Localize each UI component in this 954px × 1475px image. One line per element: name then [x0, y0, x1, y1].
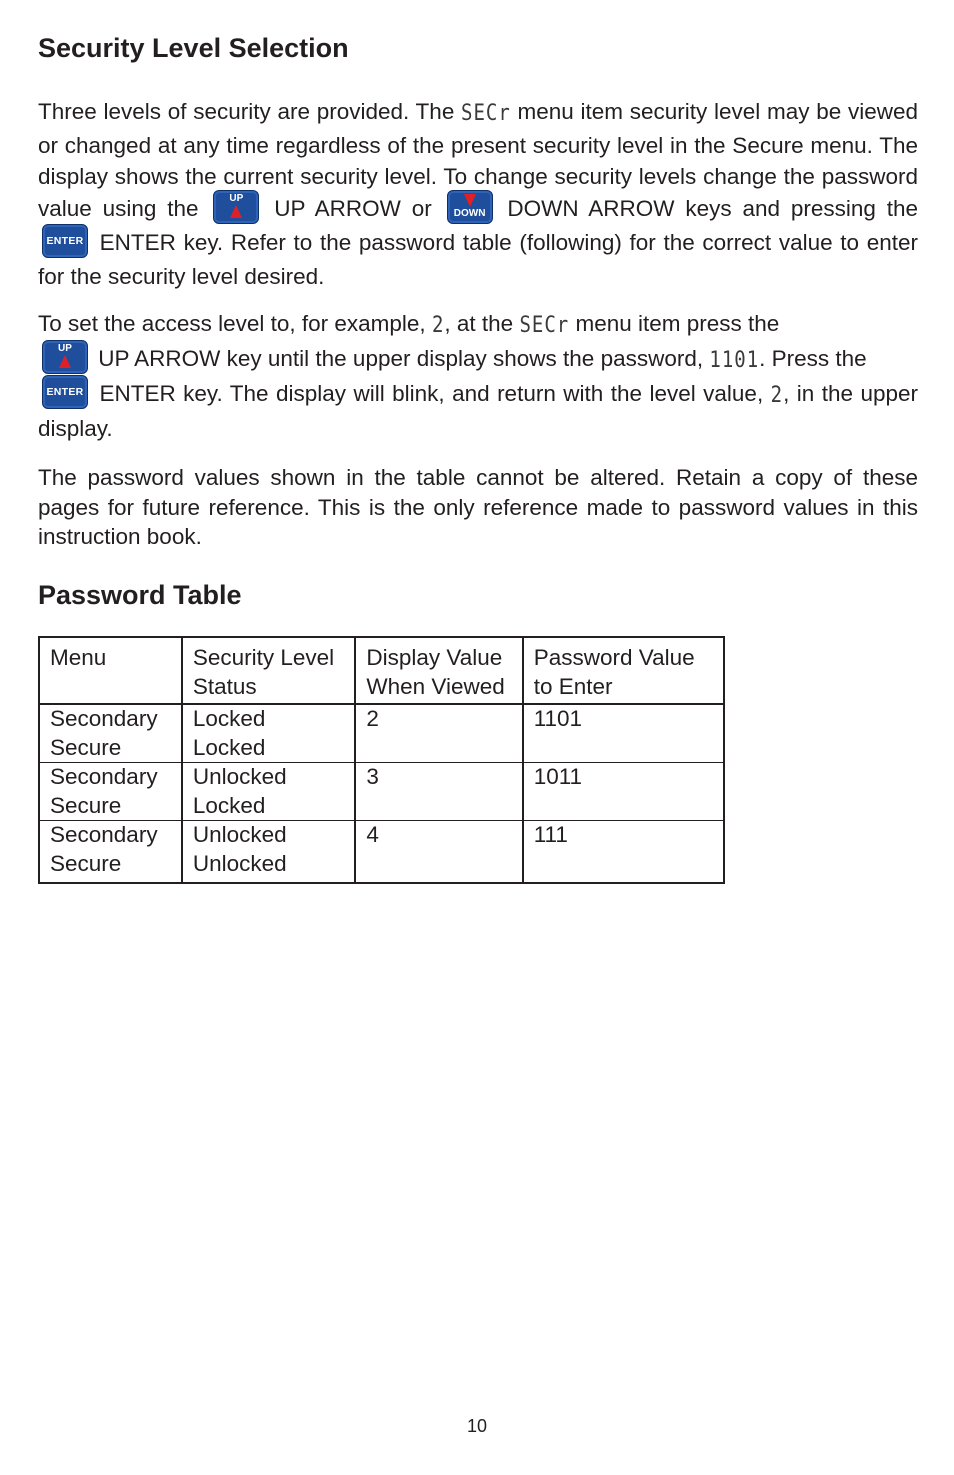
up-arrow-key-icon: [213, 190, 259, 224]
header-line: Display Value: [366, 645, 503, 670]
page-number: 10: [466, 1416, 488, 1436]
up-arrow-key-icon: [42, 340, 88, 374]
cell-password-value: 111: [523, 821, 724, 884]
header-cell-display: [355, 637, 522, 704]
down-arrow-key-icon: [447, 190, 493, 224]
display-code-secr: SECr: [519, 312, 570, 338]
cell-menu: [39, 821, 182, 884]
header-cell-password: [523, 637, 724, 704]
cell-status: [182, 821, 355, 884]
cell-menu: [39, 763, 182, 821]
cell-line: Secure: [50, 792, 122, 818]
cell-display-value: 3: [355, 763, 522, 821]
table-row: [39, 763, 724, 821]
header-line: Security Level: [192, 645, 335, 670]
cell-display-value: 2: [355, 704, 522, 763]
text-span: UP ARROW or: [263, 195, 443, 221]
text-span: To set the access level to, for example,: [38, 311, 432, 336]
header-cell-status: [182, 637, 355, 704]
header-line: Status: [192, 673, 257, 699]
cell-password-value: 1101: [523, 704, 724, 763]
table-row: [39, 821, 724, 884]
key-label: UP: [58, 343, 72, 355]
display-code-password: 1101: [709, 347, 760, 373]
display-code-level: 2: [770, 382, 784, 408]
header-cell-menu: [39, 637, 182, 704]
table-header-row: [39, 637, 724, 704]
cell-status: [182, 763, 355, 821]
cell-line: Unlocked: [192, 822, 287, 847]
key-label: UP: [229, 192, 244, 204]
text-span: menu item security level may be viewed or changed at any time regardless of the present security level in the Secure menu. The display shows the current security level. To change security levels change the password value using the: [38, 99, 918, 221]
paragraph-set-access-level: [38, 307, 918, 445]
text-span: Three levels of security are provided. The: [38, 99, 462, 124]
cell-line: Locked: [192, 706, 266, 731]
text-span: ENTER key. Refer to the password table (following) for the correct value to enter for the security level desired.: [38, 229, 918, 289]
text-span: ENTER key. The display will blink, and return with the level value,: [92, 381, 771, 407]
text-span: UP ARROW key until the upper display shows the password,: [92, 346, 710, 371]
text-span: , at the: [444, 311, 520, 336]
cell-line: Secondary: [50, 706, 158, 731]
cell-line: Unlocked: [192, 764, 287, 789]
display-code-secr: SECr: [461, 100, 511, 126]
header-line: Password Value: [533, 645, 695, 670]
enter-key-icon: [42, 224, 88, 258]
key-label: ENTER: [46, 234, 84, 247]
header-line: When Viewed: [366, 673, 505, 699]
cell-line: Secure: [50, 734, 122, 760]
display-code-level: 2: [431, 312, 445, 338]
section-title-security-level: Security Level Selection: [38, 33, 349, 63]
section-title-password-table: Password Table: [38, 580, 242, 610]
key-label: ENTER: [46, 386, 84, 399]
cell-line: Locked: [192, 792, 266, 818]
text-span: menu item press the: [569, 311, 780, 336]
header-line: Menu: [50, 645, 107, 670]
cell-display-value: 4: [355, 821, 522, 884]
paragraph-password-note: The password values shown in the table cannot be altered. Retain a copy of these pages for future reference. This is the only reference made to password values in this instruction book.: [38, 465, 918, 549]
password-table: [38, 636, 725, 884]
cell-password-value: 1011: [523, 763, 724, 821]
enter-key-icon: [42, 375, 88, 409]
cell-menu: [39, 704, 182, 763]
text-span: , in the upper display.: [38, 381, 918, 442]
cell-line: Locked: [192, 734, 266, 760]
text-span: . Press the: [759, 346, 867, 371]
cell-line: Unlocked: [192, 850, 287, 876]
table-row: [39, 704, 724, 763]
cell-line: Secondary: [50, 764, 158, 789]
paragraph-security-intro: [38, 96, 918, 292]
text-span: DOWN ARROW keys and pressing the: [496, 195, 918, 221]
header-line: to Enter: [533, 673, 613, 699]
cell-line: Secondary: [50, 822, 158, 847]
key-label: DOWN: [453, 207, 486, 219]
cell-status: [182, 704, 355, 763]
cell-line: Secure: [50, 850, 122, 876]
